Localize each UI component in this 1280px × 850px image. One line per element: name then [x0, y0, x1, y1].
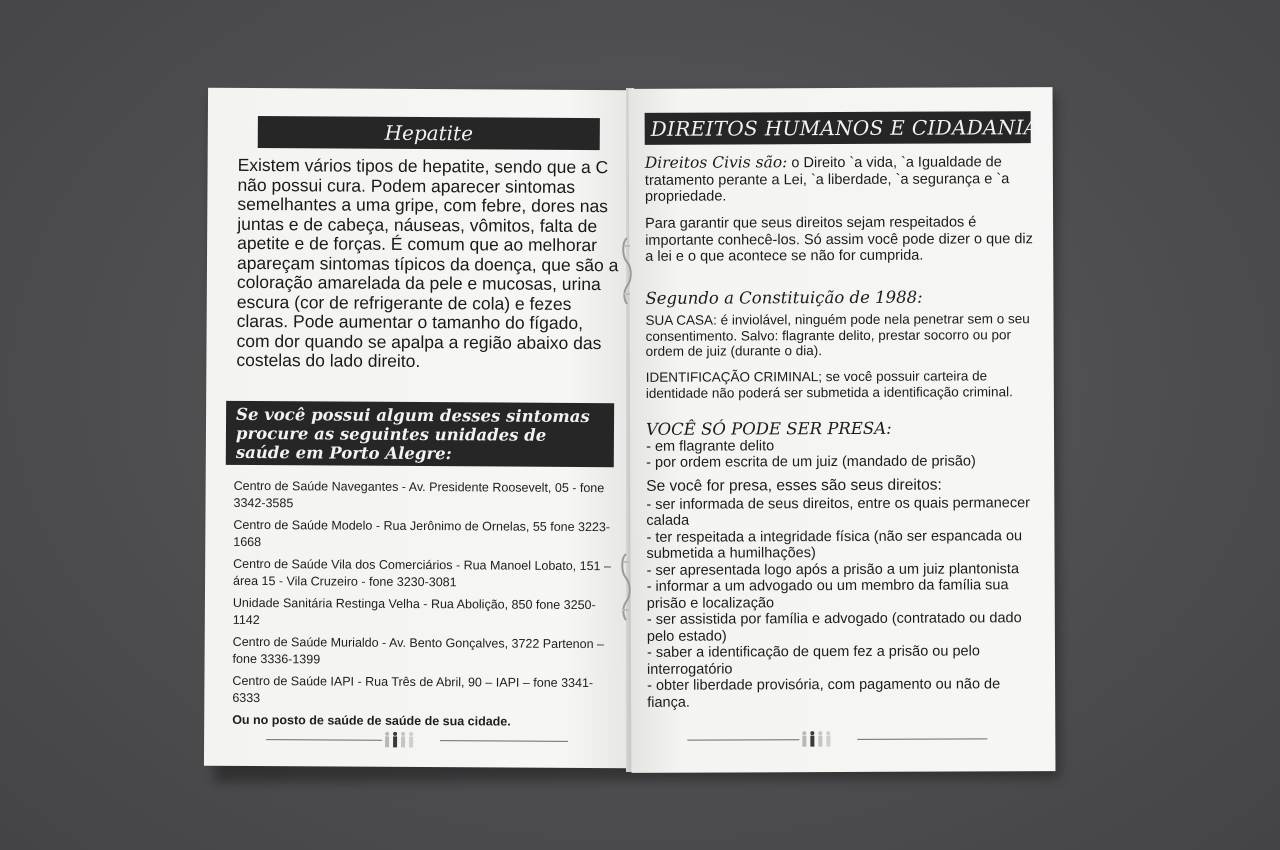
constitution-heading: Segundo a Constituição de 1988:	[645, 287, 923, 308]
arrest-item: - por ordem escrita de um juiz (mandado de prisão)	[646, 453, 976, 471]
health-unit: Centro de Saúde IAPI - Rua Três de Abril, 90 – IAPI – fone 3341-6333	[232, 673, 594, 705]
symptoms-callout: Se você possui algum desses sintomas procure as seguintes unidades de saúde em Porto Alegre:	[226, 401, 614, 467]
rights-item: - saber a identificação de quem fez a prisão ou pelo interrogatório	[646, 643, 980, 678]
civil-rights-label: Direitos Civis são:	[644, 153, 788, 172]
health-unit: Centro de Saúde Navegantes - Av. Presidente Roosevelt, 05 - fone 3342-3585	[233, 478, 605, 510]
staple-top-icon	[620, 236, 634, 306]
rights-item: - informar a um advogado ou um membro da família sua prisão e localização	[646, 577, 1009, 612]
footer-rule-right	[687, 739, 799, 740]
health-unit: Unidade Sanitária Restinga Velha - Rua Abolição, 850 fone 3250-1142	[232, 595, 596, 627]
know-rights-paragraph: Para garantir que seus direitos sejam respeitados é importante conhecê-los. Só assim você pode dizer o que diz a lei e o que acontece se não for cumprida.	[645, 214, 1033, 265]
health-unit: Centro de Saúde Modelo - Rua Jerônimo de Ornelas, 55 fone 3223-1668	[233, 517, 611, 549]
footer-rule-left	[266, 739, 382, 741]
rights-item: - obter liberdade provisória, com pagamento ou não de fiança.	[647, 676, 1001, 711]
hepatite-intro: Existem vários tipos de hepatite, sendo que a C não possui cura. Podem aparecer sintomas semelhantes a uma gripe, com febre, dores nas juntas e de cabeça, náuseas, vômitos, falta de apetite e de forças. É comum que ao melhorar apareçam sintomas típicos da doença, que são a coloração amarelada da pele e mucosas, urina escura (cor de refrigerante de cola) e fezes claras. Pode aumentar o tamanho do fígado, com dor quando se apalpa a região abaixo das costelas do lado direito.	[236, 154, 619, 372]
staple-bottom-icon	[619, 552, 633, 622]
constitution-block	[645, 289, 1037, 307]
closing-note: Ou no posto de saúde de saúde de sua cidade.	[232, 712, 511, 729]
arrest-heading: VOCÊ SÓ PODE SER PRESA:	[645, 418, 892, 439]
hepatite-title: Hepatite	[258, 116, 600, 150]
footer-figures-icon	[801, 731, 831, 747]
rights-title: DIREITOS HUMANOS E CIDADANIA	[645, 111, 1031, 145]
right-page	[629, 87, 1056, 773]
rights-item: - ser assistida por família e advogado (contratado ou dado pelo estado)	[646, 610, 1022, 645]
health-unit: Centro de Saúde Vila dos Comerciários - Rua Manoel Lobato, 151 – área 15 - Vila Cruzeiro - fone 3230-3081	[233, 556, 611, 589]
rights-item: - ser apresentada logo após a prisão a um juiz plantonista	[646, 560, 1020, 579]
left-page	[204, 88, 633, 769]
footer-rule-left-2	[440, 740, 568, 742]
arrest-block	[646, 420, 1038, 471]
civil-rights-text: o Direito `a vida, `a Igualdade de tratamento perante a Lei, `a liberdade, `a segurança e `a propriedade.	[644, 154, 1010, 205]
footer-figures-icon	[384, 732, 414, 748]
footer-rule-right-2	[857, 738, 987, 740]
home-paragraph: SUA CASA: é inviolável, ninguém pode nela penetrar sem o seu consentimento. Salvo: flagrante delito, prestar socorro ou por ordem de juiz (durante o dia).	[645, 311, 1030, 359]
rights-item: - ser informada de seus direitos, entre os quais permanecer calada	[646, 494, 1030, 529]
identification-paragraph: IDENTIFICAÇÃO CRIMINAL; se você possuir carteira de identidade não poderá ser submetida a identificação criminal.	[645, 368, 1013, 401]
rights-heading: Se você for presa, esses são seus direitos:	[646, 476, 942, 495]
civil-rights-paragraph	[645, 153, 1037, 205]
health-unit: Centro de Saúde Murialdo - Av. Bento Gonçalves, 3722 Partenon – fone 3336-1399	[232, 634, 605, 666]
rights-item: - ter respeitada a integridade física (não ser espancada ou submetida a humilhações)	[646, 527, 1023, 562]
rights-list	[646, 477, 1039, 711]
arrest-item: - em flagrante delito	[646, 437, 775, 455]
health-units-list	[232, 478, 622, 731]
